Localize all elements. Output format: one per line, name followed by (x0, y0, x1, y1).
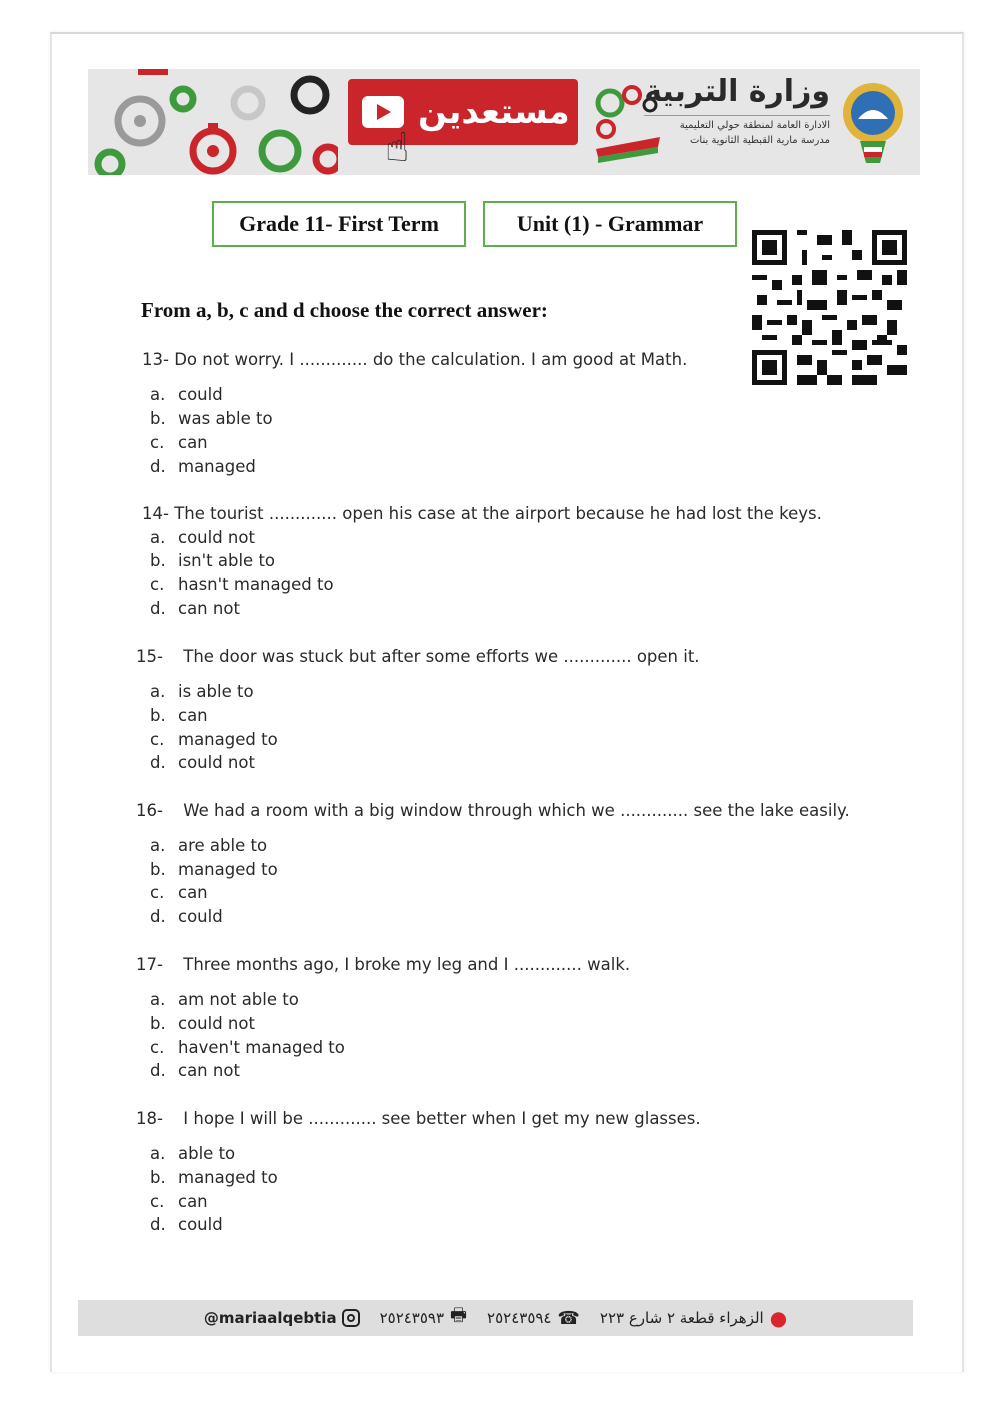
option-18d[interactable]: d. could (150, 1215, 223, 1234)
fax-printer-icon: 🖶 (450, 1305, 468, 1326)
question-text: Do not worry. I ............. do the calculation. I am good at Math. (174, 350, 688, 369)
phone-number: ٢٥٢٤٣٥٩٤ (487, 1309, 552, 1327)
unit-title-box: Unit (1) - Grammar (483, 201, 737, 247)
question-text: We had a room with a big window through which we ............. see the lake easily. (183, 801, 850, 820)
footer-contact-bar (78, 1300, 913, 1336)
ministry-line-2: مدرسة مارية القبطية الثانوية بنات (690, 135, 830, 146)
question-13 (142, 350, 687, 369)
question-text: The tourist ............. open his case at the airport because he had lost the keys. (174, 504, 822, 523)
question-number: 13- (142, 350, 169, 369)
youtube-banner (348, 79, 578, 145)
gears-decoration-icon (88, 69, 338, 175)
address-text: الزهراء قطعة ٢ شارع ٢٢٣ (599, 1309, 764, 1327)
kuwait-emblem-icon (840, 77, 906, 167)
option-13a[interactable]: a. could (150, 385, 223, 404)
option-18a[interactable]: a. able to (150, 1144, 236, 1163)
fax-contact (380, 1303, 467, 1333)
question-number: 16- (136, 801, 163, 820)
question-17 (136, 955, 630, 974)
option-14b[interactable]: b. isn't able to (150, 551, 276, 570)
question-text: Three months ago, I broke my leg and I ............. walk. (183, 955, 631, 974)
pointer-hand-icon: ☝ (385, 125, 410, 171)
option-17b[interactable]: b. could not (150, 1014, 255, 1033)
instruction-heading: From a, b, c and d choose the correct answer: (141, 298, 548, 322)
question-18 (136, 1109, 701, 1128)
qr-code-icon[interactable] (752, 230, 907, 385)
option-16c[interactable]: c. can (150, 883, 208, 902)
phone-contact (487, 1308, 580, 1329)
option-14a[interactable]: a. could not (150, 528, 255, 547)
ministry-line-1: الادارة العامة لمنطقة حولي التعليمية (644, 115, 830, 134)
option-16a[interactable]: a. are able to (150, 836, 268, 855)
option-14c[interactable]: c. hasn't managed to (150, 575, 334, 594)
option-14d[interactable]: d. can not (150, 599, 240, 618)
phone-icon: ☎ (557, 1307, 580, 1329)
option-17d[interactable]: d. can not (150, 1061, 240, 1080)
option-18c[interactable]: c. can (150, 1192, 208, 1211)
option-15a[interactable]: a. is able to (150, 682, 254, 701)
ministry-title: وزارة التربية (644, 74, 830, 109)
play-icon (362, 96, 404, 128)
question-number: 17- (136, 955, 163, 974)
option-15c[interactable]: c. managed to (150, 730, 278, 749)
address-contact (600, 1306, 787, 1330)
header-banner (88, 69, 920, 175)
question-number: 14- (142, 504, 169, 523)
option-13c[interactable]: c. can (150, 433, 208, 452)
option-17a[interactable]: a. am not able to (150, 990, 299, 1009)
option-18b[interactable]: b. managed to (150, 1168, 278, 1187)
question-16 (136, 801, 850, 820)
option-16d[interactable]: d. could (150, 907, 223, 926)
option-13d[interactable]: d. managed (150, 457, 256, 476)
option-17c[interactable]: c. haven't managed to (150, 1038, 345, 1057)
question-number: 18- (136, 1109, 163, 1128)
question-14 (142, 504, 822, 523)
instagram-contact[interactable] (204, 1309, 360, 1327)
location-pin-icon: ● (769, 1306, 788, 1330)
banner-text: مستعدين (418, 92, 570, 132)
grade-title-box: Grade 11- First Term (212, 201, 466, 247)
question-15 (136, 647, 700, 666)
question-number: 15- (136, 647, 163, 666)
option-16b[interactable]: b. managed to (150, 860, 278, 879)
option-15b[interactable]: b. can (150, 706, 208, 725)
question-text: The door was stuck but after some efforts we ............. open it. (183, 647, 700, 666)
instagram-icon (342, 1309, 360, 1327)
option-15d[interactable]: d. could not (150, 753, 255, 772)
ministry-info (644, 73, 830, 148)
fax-number: ٢٥٢٤٣٥٩٣ (379, 1309, 445, 1327)
instagram-handle: @mariaalqebtia (203, 1309, 337, 1327)
option-13b[interactable]: b. was able to (150, 409, 273, 428)
question-text: I hope I will be ............. see better when I get my new glasses. (183, 1109, 701, 1128)
